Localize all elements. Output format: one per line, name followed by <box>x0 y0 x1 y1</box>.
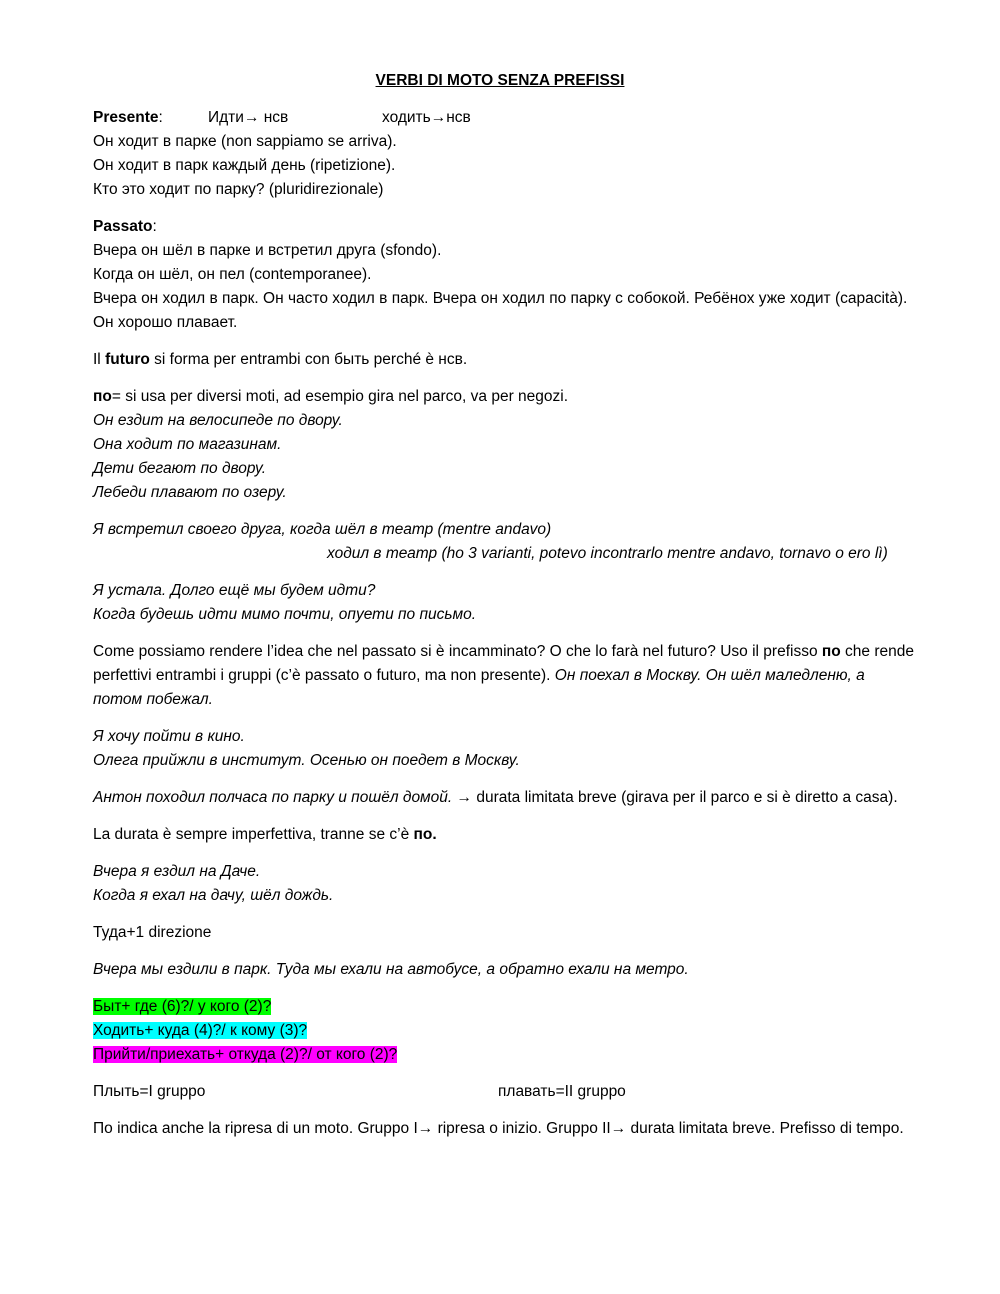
vstretil-line-2: ходил в театр (ho 3 varianti, potevo incontrarlo mentre andavo, tornavo o ero lì) <box>327 545 888 562</box>
futuro-bold: futuro <box>105 351 150 368</box>
vchera-park-paragraph: Вчера мы ездили в парк. Туда мы ехали на автобусе, а обратно ехали на метро. <box>93 961 689 978</box>
passato-long-line: Вчера он ходил в парк. Он часто ходил в парк. Вчера он ходил по парку с собокой. Ребёнох уже ходит (capacità). Он хорошо плавает. <box>93 290 908 331</box>
presente-line: Кто это ходит по парку? (pluridirezionale) <box>93 181 384 198</box>
ustala-paragraph: Я устала. Долго ещё мы будем идти? Когда будешь идти мимо почти, опуети по письмо. <box>93 582 477 623</box>
highlight-cyan: Ходить+ куда (4)?/ к кому (3)? <box>93 1022 308 1039</box>
passato-colon: : <box>152 218 157 235</box>
po-example: Лебеди плавают по озеру. <box>93 484 287 501</box>
passato-label: Passato <box>93 218 153 235</box>
presente-line: Он ходит в парке (non sappiamo se arriva). <box>93 133 397 150</box>
presente-colon: : <box>158 109 163 126</box>
tuda-paragraph: Туда+1 direzione <box>93 924 212 941</box>
highlight-magenta: Прийти/приехать+ откуда (2)?/ от кого (2)? <box>93 1046 398 1063</box>
hochu-paragraph: Я хочу пойти в кино. Олега прийжли в институт. Осенью он поедет в Москву. <box>93 728 520 769</box>
presente-header <box>93 106 918 130</box>
po-section <box>93 385 918 505</box>
po-example: Дети бегают по двору. <box>93 460 267 477</box>
hodit-note: ходить→нсв <box>382 109 471 126</box>
vstretil-line-1: Я встретил своего друга, когда шёл в театр (mentre andavo) <box>93 521 552 538</box>
document-title: VERBI DI MOTO SENZA PREFISSI <box>375 72 625 89</box>
passato-line: Когда он шёл, он пел (contemporanee). <box>93 266 372 283</box>
idti-note: Идти→ нсв <box>208 109 289 126</box>
come-paragraph: Come possiamo rendere l’idea che nel passato si è incamminato? O che lo farà nel futuro? Uso il prefisso по che rende perfettivi entrambi i gruppi (c’è passato o futuro, ma non presente). Он поехал в Москву. Он шёл маледленю, а потом побежал. <box>93 643 914 708</box>
presente-label: Presente <box>93 109 159 126</box>
passato-section <box>93 215 918 335</box>
last-paragraph: По indica anche la ripresa di un moto. Gruppo I→ ripresa o inizio. Gruppo II→ durata limitata breve. Prefisso di tempo. <box>93 1120 904 1137</box>
po-example: Он ездит на велосипеде по двору. <box>93 412 343 429</box>
vstretil-paragraph <box>93 518 918 566</box>
po-example: Она ходит по магазинам. <box>93 436 282 453</box>
document-body <box>93 106 918 1154</box>
plyt-right: плавать=II gruppo <box>498 1083 626 1100</box>
presente-section <box>93 106 918 202</box>
plyt-left: Плыть=I gruppo <box>93 1083 206 1100</box>
futuro-paragraph: Il futuro si forma per entrambi con быть perché è нсв. <box>93 351 468 368</box>
plyt-paragraph <box>93 1080 918 1104</box>
passato-header <box>93 215 918 239</box>
passato-line: Вчера он шёл в парке и встретил друга (sfondo). <box>93 242 442 259</box>
highlight-block <box>93 995 918 1067</box>
highlight-green: Быт+ где (6)?/ у кого (2)? <box>93 998 272 1015</box>
presente-line: Он ходит в парк каждый день (ripetizione). <box>93 157 396 174</box>
durata-paragraph: La durata è sempre imperfettiva, tranne se c’è по. <box>93 826 437 843</box>
vchera-paragraph: Вчера я ездил на Даче. Когда я ехал на дачу, шёл дождь. <box>93 863 334 904</box>
po-definition: по= si usa per diversi moti, ad esempio gira nel parco, va per negozi. <box>93 388 569 405</box>
anton-paragraph: Антон походил полчаса по парку и пошёл домой. → durata limitata breve (girava per il parco e si è diretto a casa). <box>93 789 898 806</box>
